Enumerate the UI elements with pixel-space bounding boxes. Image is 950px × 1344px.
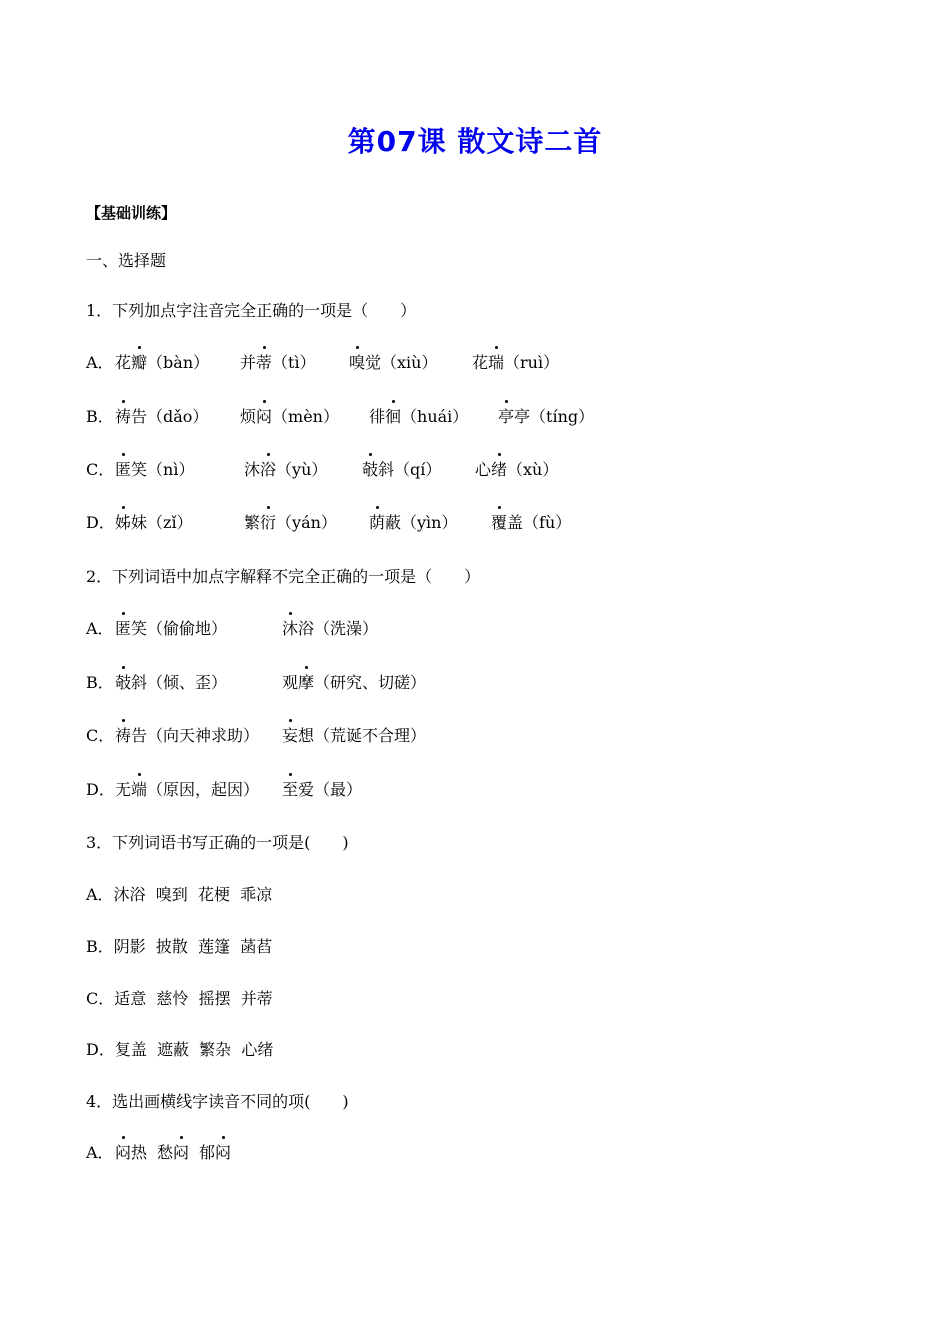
question-3-stem: 3．下列词语书写正确的一项是( ): [86, 833, 349, 852]
q4-a-item-3: 郁闷: [199, 1141, 231, 1165]
q2-b-item-1: 攲斜（倾、歪）: [115, 671, 227, 695]
q1-c-item-1: 匿笑（nì）: [115, 458, 194, 482]
option-label: A．: [86, 353, 114, 372]
q1-c-item-4: 心绪（xù）: [475, 458, 558, 482]
q2-option-c[interactable]: [86, 724, 427, 748]
part-label: 一、选择题: [86, 251, 167, 270]
q3-option-b[interactable]: B．阴影 披散 莲篷 菡萏: [86, 937, 273, 956]
q2-d-item-1: 无端（原因，起因）: [115, 778, 259, 802]
q3-option-a[interactable]: A．沐浴 嗅到 花梗 乖凉: [86, 885, 273, 904]
option-label: A．: [86, 1143, 114, 1162]
q2-option-d[interactable]: [86, 778, 363, 802]
q1-d-item-1: 姊妹（zǐ）: [115, 511, 193, 535]
option-label: C．: [86, 726, 115, 745]
q1-d-item-3: 荫蔽（yìn）: [369, 511, 457, 535]
q1-a-item-4: 花瑞（ruì）: [472, 351, 559, 375]
q1-a-item-2: 并蒂（tì）: [240, 351, 316, 375]
option-label: B．: [86, 407, 114, 426]
q1-option-a[interactable]: [86, 351, 560, 375]
q2-a-item-2: 沐浴（洗澡）: [282, 617, 378, 641]
q1-d-item-2: 繁衍（yán）: [244, 511, 337, 535]
q2-option-b[interactable]: [86, 671, 427, 695]
q3-option-d[interactable]: D．复盖 遮蔽 繁杂 心绪: [86, 1040, 274, 1059]
q4-option-a[interactable]: [86, 1141, 232, 1165]
q1-option-c[interactable]: [86, 458, 559, 482]
q1-d-item-4: 覆盖（fù）: [491, 511, 571, 535]
option-label: D．: [86, 780, 115, 799]
option-label: C．: [86, 460, 115, 479]
question-1-stem: 1．下列加点字注音完全正确的一项是（ ）: [86, 301, 417, 320]
option-label: A．: [86, 619, 114, 638]
q1-c-item-3: 攲斜（qí）: [362, 458, 441, 482]
q1-b-item-2: 烦闷（mèn）: [240, 405, 339, 429]
q2-c-item-1: 祷告（向天神求助）: [115, 724, 259, 748]
q1-option-b[interactable]: [86, 405, 595, 429]
option-label: D．: [86, 513, 115, 532]
section-label: 【基础训练】: [86, 204, 177, 222]
page-title: 第07课 散文诗二首: [347, 125, 603, 158]
q1-c-item-2: 沐浴（yù）: [244, 458, 327, 482]
q3-option-c[interactable]: C．适意 慈怜 摇摆 并蒂: [86, 989, 273, 1008]
q2-a-item-1: 匿笑（偷偷地）: [115, 617, 227, 641]
question-4-stem: 4．选出画横线字读音不同的项( ): [86, 1092, 349, 1111]
q1-option-d[interactable]: [86, 511, 572, 535]
q1-a-item-1: 花瓣（bàn）: [115, 351, 209, 375]
q4-a-item-1: 闷热: [115, 1141, 147, 1165]
q2-b-item-2: 观摩（研究、切磋）: [282, 671, 426, 695]
q1-b-item-3: 徘徊（huái）: [369, 405, 468, 429]
q1-a-item-3: 嗅觉（xiù）: [349, 351, 437, 375]
q1-b-item-1: 祷告（dǎo）: [115, 405, 208, 429]
question-2-stem: 2．下列词语中加点字解释不完全正确的一项是（ ）: [86, 567, 481, 586]
q2-d-item-2: 至爱（最）: [282, 778, 362, 802]
q2-c-item-2: 妄想（荒诞不合理）: [282, 724, 426, 748]
q1-b-item-4: 亭亭（tíng）: [498, 405, 594, 429]
q4-a-item-2: 愁闷: [157, 1141, 189, 1165]
option-label: B．: [86, 673, 114, 692]
q2-option-a[interactable]: [86, 617, 379, 641]
